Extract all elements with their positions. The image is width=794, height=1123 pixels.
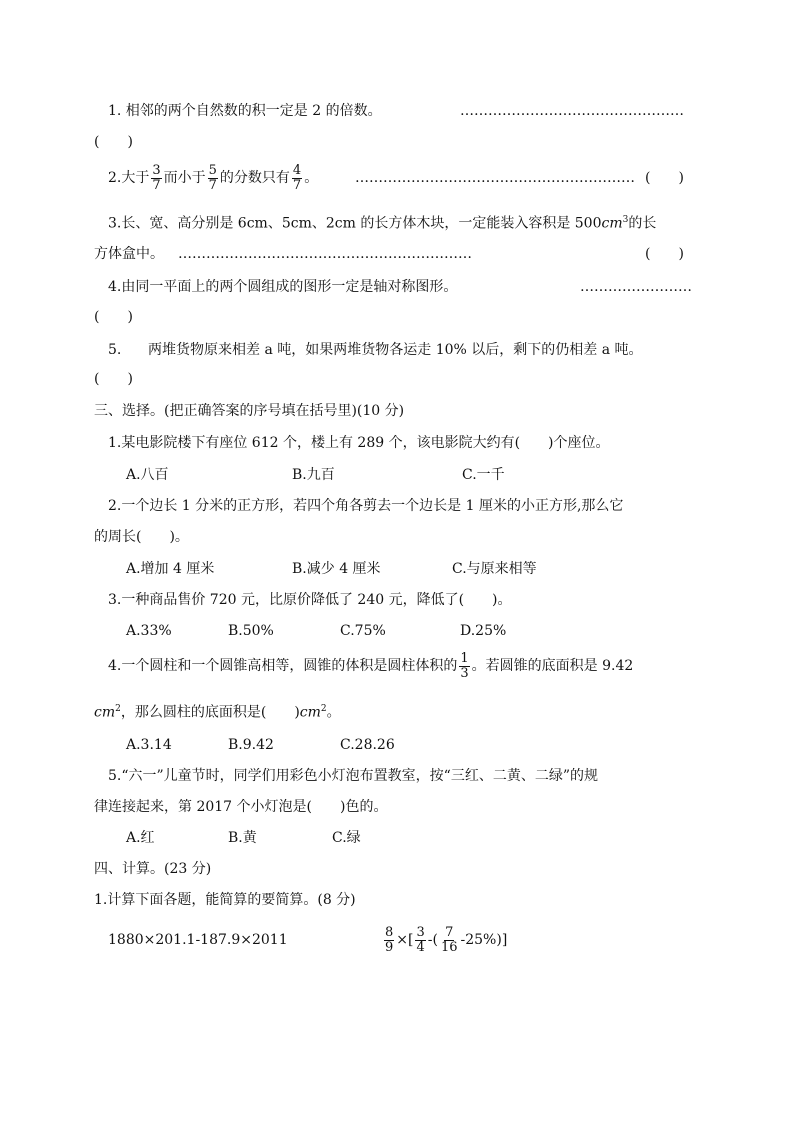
choice-q4-option-a[interactable]: A.3.14: [126, 737, 172, 753]
frac-num: 1: [460, 650, 469, 666]
choice-q3-text: 3.一种商品售价 720 元，比原价降低了 240 元，降低了( )。: [108, 592, 512, 608]
choice-q3: [0, 588, 794, 612]
choice-q4: [0, 648, 794, 684]
choice-q4-option-b[interactable]: B.9.42: [228, 737, 274, 753]
judge-q2-formula: [108, 160, 318, 196]
choice-q5-option-b[interactable]: B.黄: [228, 830, 257, 846]
frac-den: 9: [385, 939, 394, 955]
frac-num: 3: [416, 924, 425, 940]
judge-q4: [0, 275, 794, 299]
choice-q5-option-a[interactable]: A.红: [126, 830, 155, 846]
judge-q3: [0, 208, 794, 232]
choice-q5-cont: [0, 795, 794, 819]
choice-q1-option-b[interactable]: B.九百: [292, 467, 335, 483]
judge-q1-dots: …………………………………………: [460, 103, 684, 119]
judge-q4-paren[interactable]: ( ): [94, 309, 133, 325]
judge-q1: [0, 99, 794, 123]
frac-num: 3: [152, 162, 161, 178]
judge-q3-text: 3.长、宽、高分别是 6cm、5cm、2cm 的长方体木块，一定能装入容积是 500: [108, 215, 602, 232]
choice-q5: [0, 764, 794, 788]
unit-cm: cm: [94, 704, 116, 721]
fraction-3-4: [415, 926, 425, 955]
fraction-8-9: [384, 926, 394, 955]
section3-title-row: [0, 399, 794, 423]
judge-q2-paren[interactable]: ( ): [645, 170, 684, 186]
judge-q3-dots: ………………………………………………………: [178, 246, 472, 262]
choice-q2-option-c[interactable]: C.与原来相等: [452, 561, 537, 577]
frac-num: 5: [208, 162, 217, 178]
choice-q4-pre: 4.一个圆柱和一个圆锥高相等，圆锥的体积是圆柱体积的: [108, 658, 458, 674]
choice-q4-options: [0, 733, 794, 757]
choice-q4-line2: [94, 697, 341, 725]
judge-q1-text: 1. 相邻的两个自然数的积一定是 2 的倍数。: [108, 103, 382, 119]
frac-num: 8: [385, 924, 394, 940]
choice-q5-text: 5.“六一”儿童节时，同学们用彩色小灯泡布置教室，按“三红、二黄、二绿”的规: [108, 768, 598, 784]
unit-sup: 2: [115, 704, 121, 714]
judge-q2-mid: 而小于: [163, 170, 206, 186]
choice-q5-option-c[interactable]: C.绿: [332, 830, 361, 846]
frac-den: 16: [440, 939, 458, 955]
choice-q2-cont: [0, 525, 794, 549]
choice-q1-option-a[interactable]: A.八百: [126, 467, 169, 483]
judge-q2-post: 。: [304, 170, 319, 186]
frac-den: 7: [208, 177, 217, 193]
judge-q2: [0, 160, 794, 196]
judge-q3-paren[interactable]: ( ): [645, 246, 684, 262]
judge-q1-answer: [0, 130, 794, 154]
expr2-times: ×[: [396, 932, 414, 948]
calc-q1: [0, 888, 794, 912]
calc-expressions: [0, 920, 794, 960]
choice-q3-option-b[interactable]: B.50%: [228, 623, 274, 639]
unit-cm: cm: [299, 704, 321, 721]
calc-expr2: [382, 920, 507, 960]
choice-q4-option-c[interactable]: C.28.26: [340, 737, 395, 753]
judge-q5-text: 两堆货物原来相差 a 吨，如果两堆货物各运走 10% 以后，剩下的仍相差 a 吨。: [148, 342, 643, 358]
judge-q1-paren[interactable]: ( ): [94, 134, 133, 150]
frac-num: 4: [292, 162, 302, 178]
unit-sup: 2: [320, 704, 327, 714]
choice-q2-text: 2.一个边长 1 分米的正方形，若四个角各剪去一个边长是 1 厘米的小正方形,那么它: [108, 498, 624, 514]
choice-q2-option-b[interactable]: B.减少 4 厘米: [292, 561, 381, 577]
unit-sup: 3: [622, 215, 629, 225]
choice-q4-end: 。: [326, 704, 341, 721]
judge-q3-line2: 方体盒中。: [94, 246, 164, 262]
choice-q4-line1: [108, 648, 633, 684]
frac-den: 7: [292, 177, 302, 193]
calc-expr1: 1880×201.1-187.9×2011: [108, 932, 288, 948]
judge-q5-paren[interactable]: ( ): [94, 371, 133, 387]
choice-q1-options: [0, 463, 794, 487]
judge-q2-mid2: 的分数只有: [219, 170, 290, 186]
choice-q3-option-c[interactable]: C.75%: [340, 623, 386, 639]
frac-num: 7: [445, 924, 454, 940]
calc-q1-text: 1.计算下面各题，能简算的要简算。(8 分): [94, 892, 356, 908]
choice-q2-options: [0, 557, 794, 581]
judge-q5-num: 5.: [108, 342, 122, 358]
choice-q3-option-a[interactable]: A.33%: [126, 623, 172, 639]
choice-q3-options: [0, 619, 794, 643]
choice-q1-text: 1.某电影院楼下有座位 612 个，楼上有 289 个，该电影院大约有( )个座位。: [108, 435, 610, 451]
judge-q3-tail: 的长: [628, 215, 657, 232]
section4-title: 四、计算。(23 分): [94, 861, 212, 877]
choice-q2-line2: 的周长( )。: [94, 529, 189, 545]
fraction-3-7: [151, 164, 161, 193]
judge-q5-answer: [0, 367, 794, 391]
choice-q1-option-c[interactable]: C.一千: [462, 467, 505, 483]
choice-q2: [0, 494, 794, 518]
judge-q5: [0, 338, 794, 362]
unit-cm: cm: [601, 215, 623, 232]
frac-den: 7: [152, 177, 161, 193]
judge-q4-dots: ……………………: [580, 279, 692, 295]
choice-q4-cont: [0, 697, 794, 721]
fraction-4-7: [292, 164, 302, 193]
expr2-tail: -25%)]: [460, 932, 508, 948]
fraction-7-16: [440, 926, 459, 955]
section3-title: 三、选择。(把正确答案的序号填在括号里)(10 分): [94, 403, 405, 419]
expr2-minus: -(: [427, 932, 438, 948]
section4-title-row: [0, 857, 794, 881]
judge-q2-dots: ……………………………………………………: [355, 170, 635, 186]
choice-q1: [0, 431, 794, 455]
frac-den: 3: [460, 665, 469, 681]
judge-q3-cont: [0, 242, 794, 266]
judge-q2-pre: 2.大于: [108, 170, 150, 186]
frac-den: 4: [416, 939, 425, 955]
judge-q4-answer: [0, 305, 794, 329]
fraction-5-7: [208, 164, 218, 193]
choice-q4-post: 。若圆锥的底面积是 9.42: [471, 658, 634, 674]
choice-q4-line2-text: ，那么圆柱的底面积是( ): [120, 704, 300, 721]
choice-q5-options: [0, 826, 794, 850]
choice-q2-option-a[interactable]: A.增加 4 厘米: [126, 561, 215, 577]
judge-q4-text: 4.由同一平面上的两个圆组成的图形一定是轴对称图形。: [108, 279, 458, 295]
choice-q3-option-d[interactable]: D.25%: [460, 623, 507, 639]
choice-q5-line2: 律连接起来，第 2017 个小灯泡是( )色的。: [94, 799, 388, 815]
fraction-1-3: [459, 652, 469, 681]
judge-q3-line1: [108, 208, 656, 236]
